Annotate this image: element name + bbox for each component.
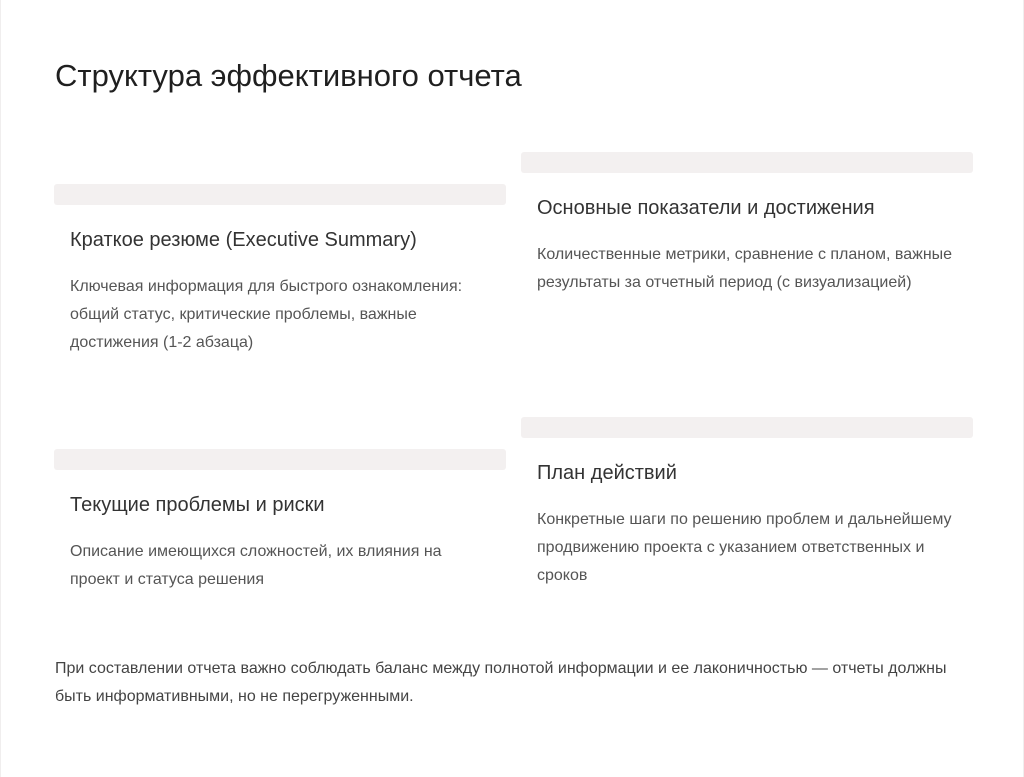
card-heading: План действий	[537, 462, 677, 484]
card-body	[54, 492, 506, 594]
card-header-bar	[54, 184, 506, 205]
card-body	[521, 195, 973, 297]
card-body	[54, 227, 506, 357]
card-heading: Основные показатели и достижения	[537, 197, 875, 219]
card-issues-risks	[54, 449, 506, 594]
card-heading: Краткое резюме (Executive Summary)	[70, 229, 417, 251]
card-text: Описание имеющихся сложностей, их влияния на проект и статуса решения	[70, 543, 442, 588]
card-executive-summary	[54, 184, 506, 357]
card-action-plan	[521, 417, 973, 590]
card-header-bar	[521, 152, 973, 173]
card-text: Ключевая информация для быстрого ознакомления: общий статус, критические проблемы, важные достижения (1-2 абзаца)	[70, 278, 463, 351]
page-title: Структура эффективного отчета	[55, 58, 522, 93]
card-header-bar	[54, 449, 506, 470]
card-text: Конкретные шаги по решению проблем и дальнейшему продвижению проекта с указанием ответственных и сроков	[537, 511, 952, 584]
card-text: Количественные метрики, сравнение с планом, важные результаты за отчетный период (с визуализацией)	[537, 246, 953, 291]
card-body	[521, 460, 973, 590]
card-header-bar	[521, 417, 973, 438]
card-heading: Текущие проблемы и риски	[70, 494, 325, 516]
card-key-metrics	[521, 152, 973, 297]
footer-note: При составлении отчета важно соблюдать баланс между полнотой информации и ее лаконичностью — отчеты должны быть информативными, но не перегруженными.	[55, 660, 947, 705]
